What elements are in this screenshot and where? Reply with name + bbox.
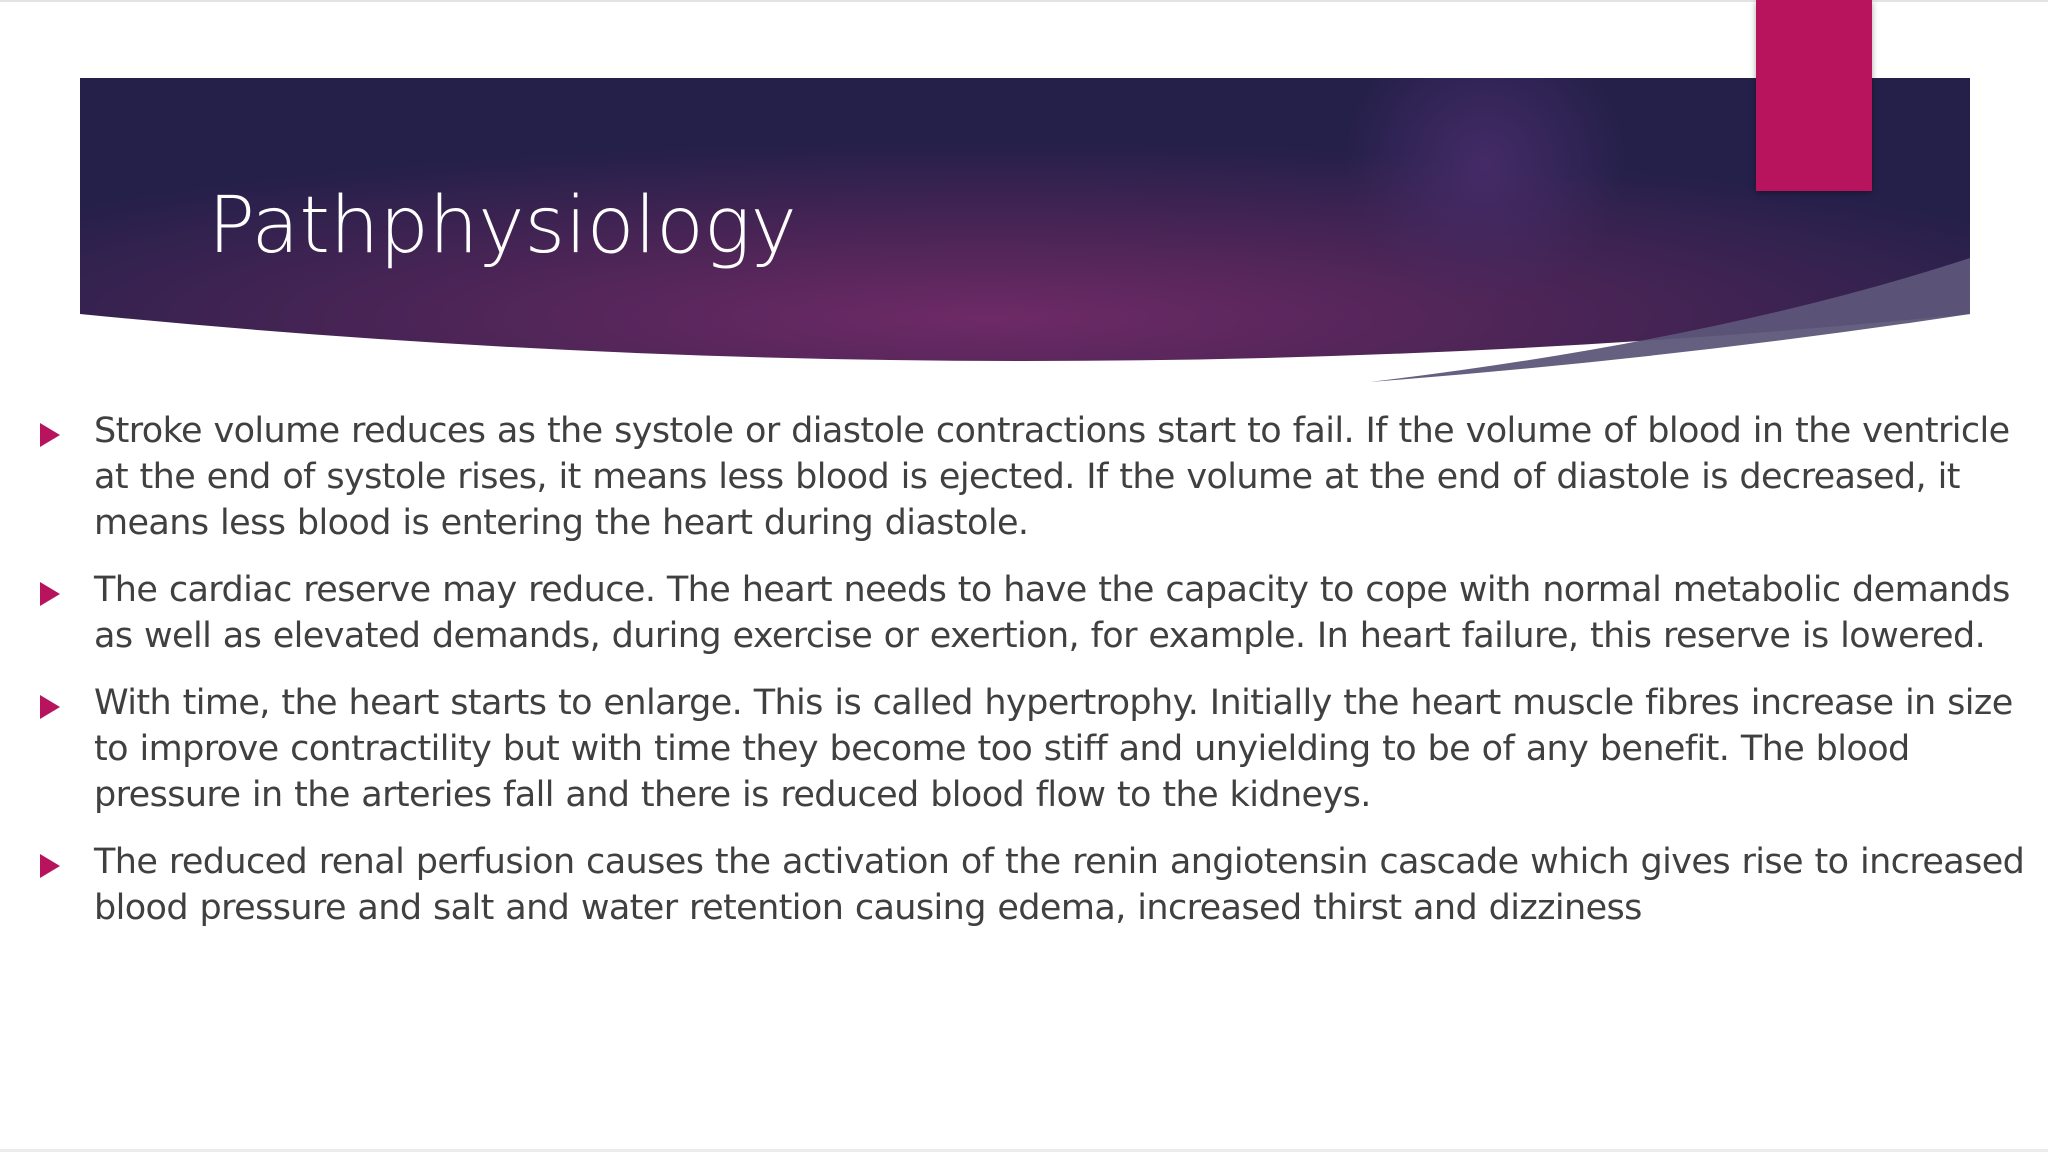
- triangle-right-icon: [40, 423, 60, 447]
- bullet-text: Stroke volume reduces as the systole or diastole contractions start to fail. If the volume of blood in the ventricle at the end of systole rises, it means less blood is ejected. If the volume at the end of diastole is decreased, it means less blood is entering the heart during diastole.: [94, 411, 2010, 543]
- bullet-text: With time, the heart starts to enlarge. This is called hypertrophy. Initially the heart muscle fibres increase in size to improve contractility but with time they become too stiff and unyielding to be of any benefit. The blood pressure in the arteries fall and there is reduced blood flow to the kidneys.: [94, 683, 2013, 815]
- bullet-item: [36, 567, 2036, 659]
- bullet-item: [36, 680, 2036, 818]
- bullet-text: The reduced renal perfusion causes the activation of the renin angiotensin cascade which gives rise to increased blood pressure and salt and water retention causing edema, increased thirst and dizziness: [94, 842, 2025, 928]
- bullet-text: The cardiac reserve may reduce. The heart needs to have the capacity to cope with normal metabolic demands as well as elevated demands, during exercise or exertion, for example. In heart failure, this reserve is lowered.: [94, 570, 2010, 656]
- bullet-list: [36, 408, 2036, 952]
- bullet-item: [36, 839, 2036, 931]
- triangle-right-icon: [40, 695, 60, 719]
- accent-tab: [1756, 0, 1872, 191]
- top-divider: [0, 0, 2048, 2]
- triangle-right-icon: [40, 854, 60, 878]
- triangle-right-icon: [40, 582, 60, 606]
- slide-title: Pathphysiology: [208, 181, 797, 271]
- bullet-item: [36, 408, 2036, 546]
